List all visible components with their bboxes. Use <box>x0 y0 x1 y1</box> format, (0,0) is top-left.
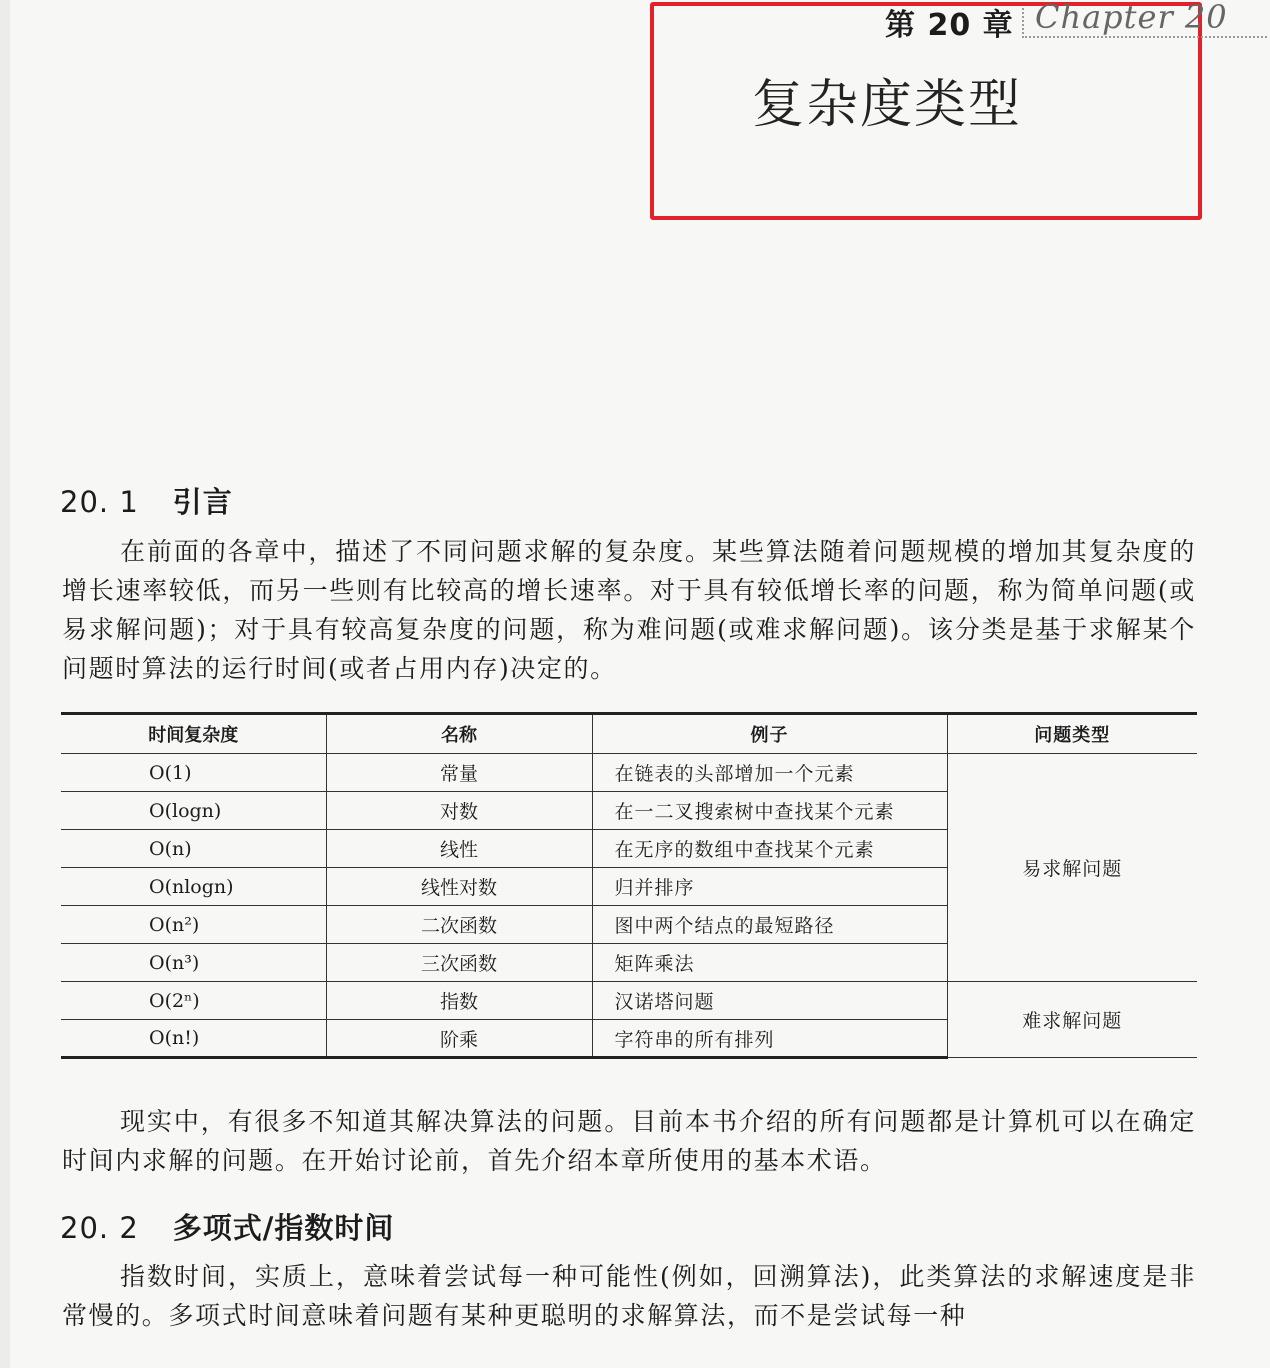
type-cell-easy: 易求解问题 <box>947 754 1197 982</box>
example-cell: 在链表的头部增加一个元素 <box>592 754 947 792</box>
example-cell: 汉诺塔问题 <box>592 982 947 1020</box>
table-row <box>61 982 1197 1020</box>
time-cell: O(logn) <box>61 792 326 830</box>
time-cell: O(n²) <box>61 906 326 944</box>
name-cell: 常量 <box>326 754 592 792</box>
table-row <box>61 754 1197 792</box>
header-name: 名称 <box>326 714 592 754</box>
time-cell: O(1) <box>61 754 326 792</box>
section-number: 20. 1 <box>60 485 139 519</box>
name-cell: 线性 <box>326 830 592 868</box>
name-cell: 对数 <box>326 792 592 830</box>
header-example: 例子 <box>592 714 947 754</box>
header-problem-type: 问题类型 <box>947 714 1197 754</box>
name-cell: 三次函数 <box>326 944 592 982</box>
section-number: 20. 2 <box>60 1211 139 1245</box>
reality-paragraph: 现实中，有很多不知道其解决算法的问题。目前本书介绍的所有问题都是计算机可以在确定时间内求解的问题。在开始讨论前，首先介绍本章所使用的基本术语。 <box>62 1107 1196 1175</box>
example-cell: 图中两个结点的最短路径 <box>592 906 947 944</box>
example-cell: 在无序的数组中查找某个元素 <box>592 830 947 868</box>
section-title: 引言 <box>172 485 233 519</box>
chapter-script-text: Chapter 20 <box>1035 0 1228 36</box>
name-cell: 二次函数 <box>326 906 592 944</box>
type-cell-hard: 难求解问题 <box>947 982 1197 1058</box>
complexity-table <box>61 712 1197 1059</box>
name-cell: 指数 <box>326 982 592 1020</box>
chapter-title: 复杂度类型 <box>752 75 1023 135</box>
time-cell: O(n³) <box>61 944 326 982</box>
section-title: 多项式/指数时间 <box>172 1211 395 1245</box>
section-heading-intro <box>60 480 233 521</box>
intro-paragraph: 在前面的各章中，描述了不同问题求解的复杂度。某些算法随着问题规模的增加其复杂度的增长速率较低，而另一些则有比较高的增长速率。对于具有较低增长率的问题，称为简单问题(或易求解问题)；对于具有较高复杂度的问题，称为难问题(或难求解问题)。该分类是基于求解某个问题时算法的运行时间(或者占用内存)决定的。 <box>62 537 1196 683</box>
chapter-divider-vertical <box>1022 8 1024 38</box>
header-time-complexity: 时间复杂度 <box>61 714 326 754</box>
table-header-row <box>61 714 1197 754</box>
time-cell: O(n!) <box>61 1020 326 1058</box>
name-cell: 阶乘 <box>326 1020 592 1058</box>
exponential-paragraph: 指数时间，实质上，意味着尝试每一种可能性(例如，回溯算法)，此类算法的求解速度是非常慢的。多项式时间意味着问题有某种更聪明的求解算法，而不是尝试每一种 <box>62 1262 1196 1330</box>
time-cell: O(nlogn) <box>61 868 326 906</box>
chapter-label: 第 20 章 <box>885 8 1014 43</box>
name-cell: 线性对数 <box>326 868 592 906</box>
example-cell: 在一二叉搜索树中查找某个元素 <box>592 792 947 830</box>
time-cell: O(2ⁿ) <box>61 982 326 1020</box>
page-edge-shadow <box>0 0 10 1368</box>
chapter-divider-dotted <box>1022 36 1267 38</box>
example-cell: 字符串的所有排列 <box>592 1020 947 1058</box>
section-heading-polynomial-exponential <box>60 1206 394 1247</box>
example-cell: 矩阵乘法 <box>592 944 947 982</box>
example-cell: 归并排序 <box>592 868 947 906</box>
time-cell: O(n) <box>61 830 326 868</box>
